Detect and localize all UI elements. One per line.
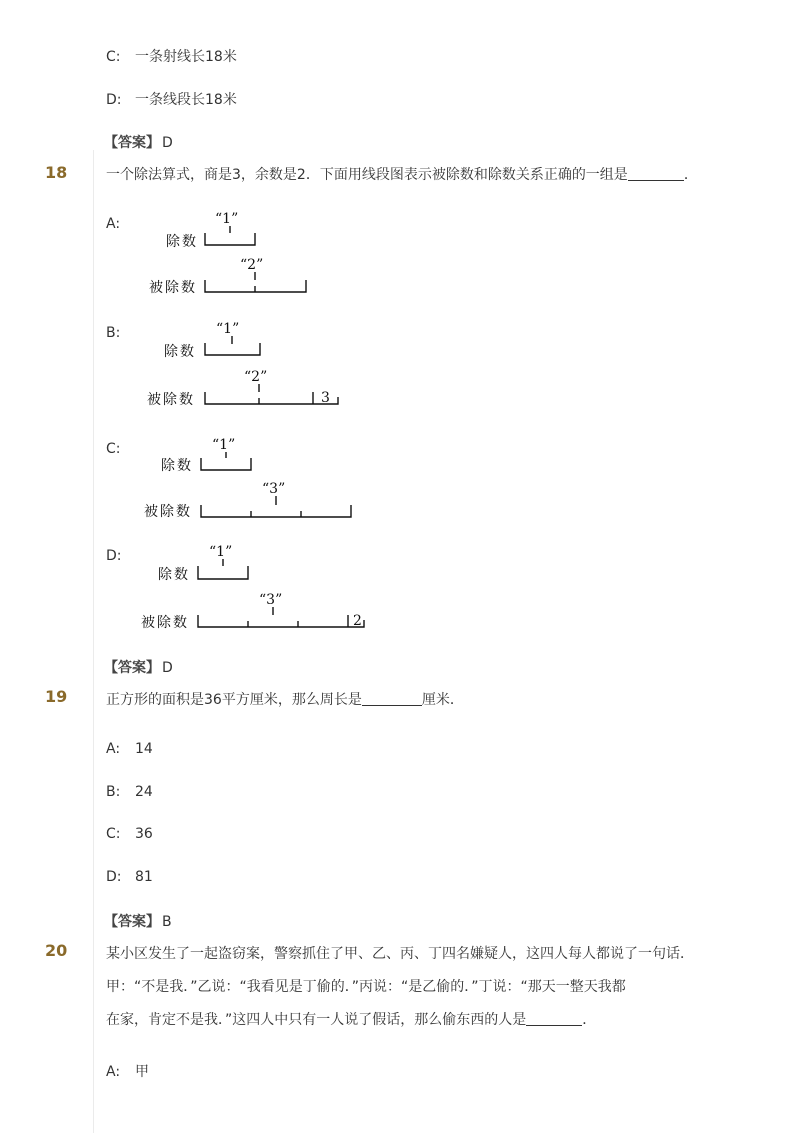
dividend-segment <box>205 392 338 404</box>
option-text: 甲 <box>135 1064 149 1080</box>
divisor-segment <box>205 233 255 245</box>
dividend-segment <box>198 615 364 627</box>
option-label: C: <box>106 49 121 65</box>
question-text-part: ． <box>683 167 698 183</box>
option-label: D: <box>106 92 122 108</box>
option-text: 36 <box>135 826 153 842</box>
question-text-part: 厘米． <box>421 692 464 708</box>
dividend-label: 被除数 <box>149 280 197 296</box>
answer-value: D <box>162 660 173 676</box>
option-label: D: <box>106 869 122 885</box>
option-a-diagram <box>140 205 360 300</box>
question-text-part: ． <box>582 1012 597 1028</box>
answer-line <box>104 132 173 152</box>
option-b-diagram <box>140 314 360 414</box>
option-label: C: <box>106 826 121 842</box>
option-a-label[interactable]: A: <box>106 216 121 232</box>
divisor-label: 除数 <box>158 567 190 583</box>
answer-line <box>104 911 172 931</box>
remainder-text: 3 <box>321 390 330 406</box>
option-label: A: <box>106 741 121 757</box>
question-text-part: 一个除法算式，商是3，余数是2．下面用线段图表示被除数和除数关系正确的一组是 <box>106 167 628 183</box>
option-d-diagram <box>140 537 380 634</box>
answer-value: B <box>162 914 172 930</box>
answer-key: 【答案】 <box>104 135 160 151</box>
option-c-diagram <box>140 430 370 525</box>
question-text <box>106 689 464 709</box>
divisor-mark-text: “1” <box>209 544 233 560</box>
option-c-label[interactable]: C: <box>106 441 121 457</box>
divisor-mark-text: “1” <box>212 437 236 453</box>
option-text: 一条线段长18米 <box>135 92 237 108</box>
question-number: 19 <box>45 687 68 706</box>
dividend-mark-text: “3” <box>259 592 283 608</box>
option-c[interactable] <box>106 826 153 842</box>
left-margin-rule <box>93 150 94 1133</box>
dividend-label: 被除数 <box>144 504 192 520</box>
answer-key: 【答案】 <box>104 914 160 930</box>
option-text: 24 <box>135 784 153 800</box>
question-text-line: 甲：“不是我．”乙说：“我看见是丁偷的．”丙说：“是乙偷的．”丁说：“那天一整天我都 <box>106 979 626 995</box>
answer-line <box>104 657 173 677</box>
option-text: 一条射线长18米 <box>135 49 237 65</box>
question-text-line: 某小区发生了一起盗窃案，警察抓住了甲、乙、丙、丁四名嫌疑人，这四人每人都说了一句话． <box>106 946 694 962</box>
answer-blank <box>362 691 422 706</box>
question-text-part: 正方形的面积是36平方厘米，那么周长是 <box>106 692 362 708</box>
divisor-label: 除数 <box>161 458 193 474</box>
answer-blank <box>526 1011 582 1026</box>
option-a[interactable] <box>106 1061 149 1081</box>
answer-value: D <box>162 135 173 151</box>
option-d[interactable] <box>106 869 153 885</box>
question-text <box>106 164 698 184</box>
dividend-label: 被除数 <box>147 392 195 408</box>
option-text: 81 <box>135 869 153 885</box>
question-text-part: 在家，肯定不是我．”这四人中只有一人说了假话，那么偷东西的人是 <box>106 1012 527 1028</box>
option-text: 14 <box>135 741 153 757</box>
option-c[interactable] <box>106 46 237 66</box>
option-a[interactable] <box>106 741 153 757</box>
divisor-mark-text: “1” <box>216 321 240 337</box>
divisor-label: 除数 <box>166 234 198 250</box>
dividend-label: 被除数 <box>141 615 189 631</box>
option-b-label[interactable]: B: <box>106 325 121 341</box>
option-d-label[interactable]: D: <box>106 548 122 564</box>
option-d[interactable] <box>106 89 237 109</box>
dividend-mark-text: “2” <box>240 257 264 273</box>
dividend-mark-text: “3” <box>262 481 286 497</box>
option-b[interactable] <box>106 784 153 800</box>
remainder-text: 2 <box>353 613 362 629</box>
dividend-mark-text: “2” <box>244 369 268 385</box>
option-label: B: <box>106 784 121 800</box>
divisor-segment <box>201 458 251 470</box>
dividend-segment <box>201 505 351 517</box>
question-number: 20 <box>45 941 68 960</box>
question-text-line <box>106 1009 596 1029</box>
divisor-segment <box>198 566 248 579</box>
question-number: 18 <box>45 163 68 182</box>
answer-key: 【答案】 <box>104 660 160 676</box>
option-label: A: <box>106 1064 121 1080</box>
divisor-label: 除数 <box>164 344 196 360</box>
divisor-segment <box>205 343 260 355</box>
answer-blank <box>628 166 684 181</box>
divisor-mark-text: “1” <box>215 211 239 227</box>
